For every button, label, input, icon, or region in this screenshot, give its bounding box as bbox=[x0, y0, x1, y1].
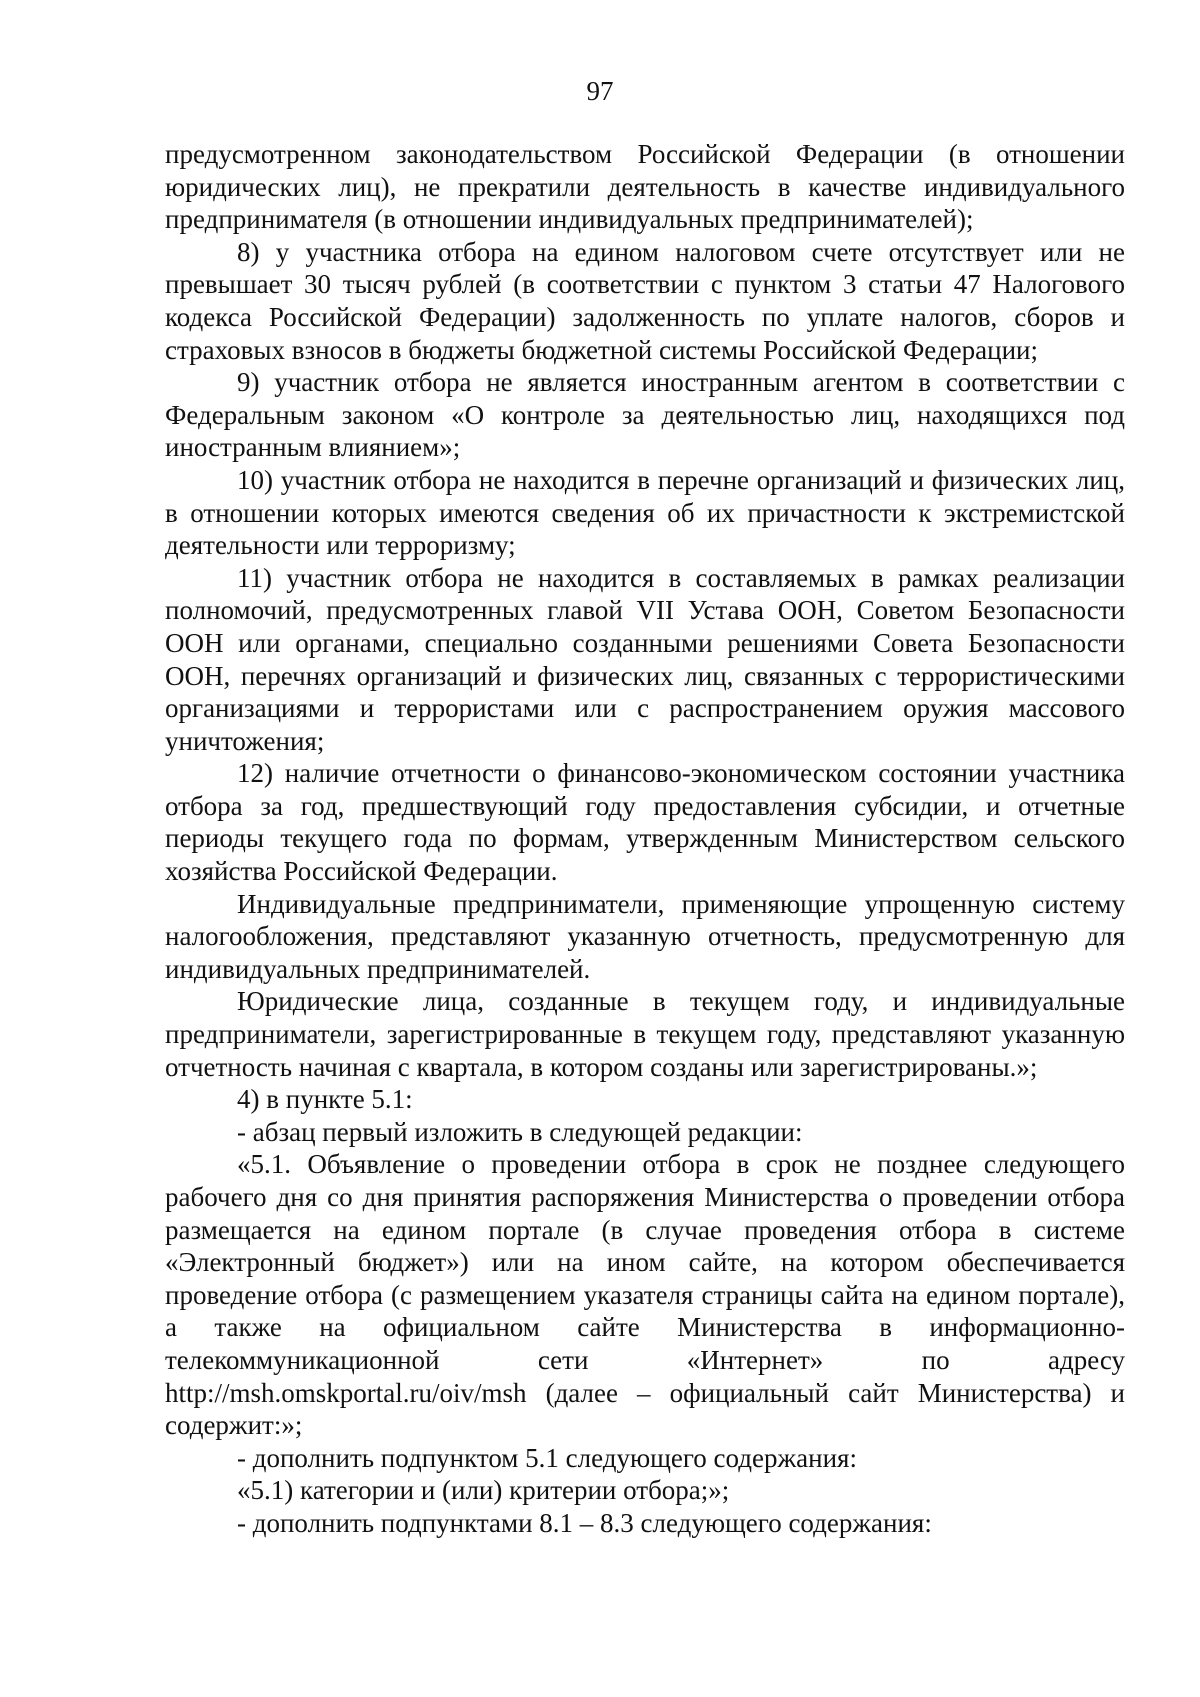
paragraph-item-8: 8) у участника отбора на едином налоговом счете отсутствует или не превышает 30 тысяч рублей (в соответствии с пунктом 3 статьи 47 Налогового кодекса Российской Федерации) задолженность по уплате налогов, сборов и страховых взносов в бюджеты бюджетной системы Российской Федерации; bbox=[165, 236, 1125, 365]
page-number: 97 bbox=[586, 76, 614, 106]
paragraph-item-10: 10) участник отбора не находится в перечне организаций и физических лиц, в отношении которых имеются сведения об их причастности к экстремистской деятельности или терроризму; bbox=[165, 464, 1125, 561]
paragraph-first-abzac: - абзац первый изложить в следующей редакции: bbox=[237, 1116, 803, 1147]
paragraph-individual-entrepreneurs: Индивидуальные предприниматели, применяющие упрощенную систему налогообложения, представляют указанную отчетность, предусмотренную для индивидуальных предпринимателей. bbox=[165, 888, 1125, 984]
paragraph-add-subpoint-5-1: - дополнить подпунктом 5.1 следующего содержания: bbox=[237, 1442, 857, 1473]
paragraph-item-12: 12) наличие отчетности о финансово-экономическом состоянии участника отбора за год, предшествующий году предоставления субсидии, и отчетные периоды текущего года по формам, утвержденным Министерством сельского хозяйства Российской Федерации. bbox=[165, 758, 1125, 887]
paragraph-subpoint-5-1-text: «5.1) категории и (или) критерии отбора;»; bbox=[237, 1475, 730, 1506]
paragraph-item-4: 4) в пункте 5.1: bbox=[237, 1084, 413, 1115]
paragraph-legal-entities: Юридические лица, созданные в текущем году, и индивидуальные предприниматели, зарегистрированные в текущем году, представляют указанную отчетность начиная с квартала, в котором созданы или зарегистрированы.»; bbox=[165, 986, 1125, 1082]
paragraph-item-11: 11) участник отбора не находится в составляемых в рамках реализации полномочий, предусмотренных главой VII Устава ООН, Советом Безопасности ООН или органами, специально созданными решениями Совета Безопасности ООН, перечнях организаций и физических лиц, связанных с террористическими организациями и террористами или с распространением оружия массового уничтожения; bbox=[165, 562, 1125, 756]
paragraph-continuation: предусмотренном законодательством Российской Федерации (в отношении юридических лиц), не прекратили деятельность в качестве индивидуального предпринимателя (в отношении индивидуальных предпринимателей); bbox=[165, 139, 1125, 235]
document-body bbox=[165, 138, 1125, 1540]
paragraph-item-9: 9) участник отбора не является иностранным агентом в соответствии с Федеральным законом «О контроле за деятельностью лиц, находящихся под иностранным влиянием»; bbox=[165, 367, 1125, 463]
paragraph-add-subpoints-8: - дополнить подпунктами 8.1 – 8.3 следующего содержания: bbox=[237, 1507, 932, 1538]
paragraph-5-1-announcement: «5.1. Объявление о проведении отбора в срок не позднее следующего рабочего дня со дня принятия распоряжения Министерства о проведении отбора размещается на едином портале (в случае проведения отбора в системе «Электронный бюджет») или на ином сайте, на котором обеспечивается проведение отбора (с размещением указателя страницы сайта на едином портале), а также на официальном сайте Министерства в информационно-телекоммуникационной сети «Интернет» по адресу http://msh.omskportal.ru/oiv/msh (далее – официальный сайт Министерства) и содержит:»; bbox=[165, 1149, 1125, 1441]
